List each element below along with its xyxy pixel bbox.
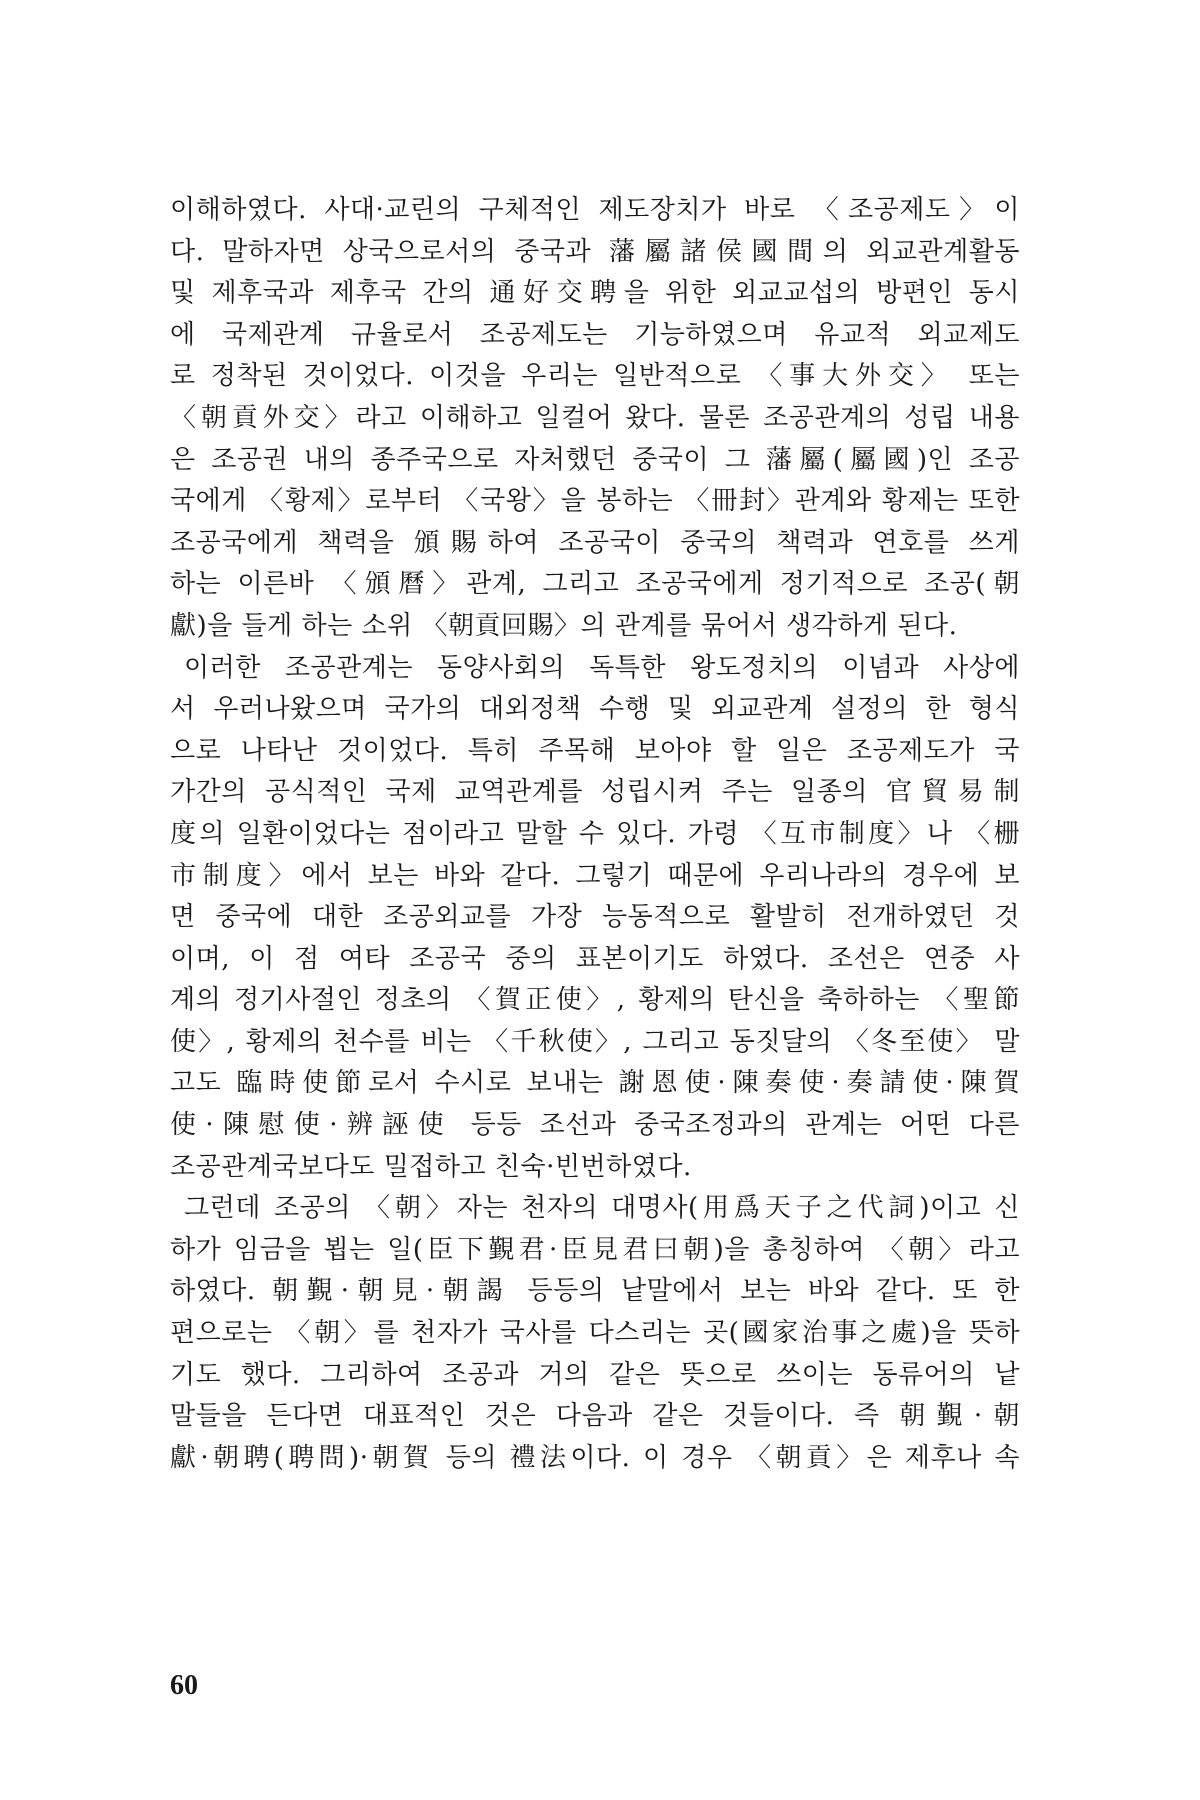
paragraph-2	[170, 648, 1020, 1189]
paragraph-3	[170, 1188, 1020, 1479]
text-line: 및 제후국과 제후국 간의 通好交聘을 위한 외교교섭의 방편인 동시	[170, 278, 1020, 309]
text-line: 말들을 든다면 대표적인 것은 다음과 같은 것들이다. 즉 朝覲·朝	[170, 1401, 1020, 1432]
text-line: 市制度〉에서 보는 바와 같다. 그렇기 때문에 우리나라의 경우에 보	[170, 860, 1020, 891]
text-line: 편으로는 〈朝〉를 천자가 국사를 다스리는 곳(國家治事之處)을 뜻하	[170, 1318, 1020, 1349]
text-line: 이해하였다. 사대·교린의 구체적인 제도장치가 바로 〈조공제도〉이	[170, 195, 1020, 225]
text-line: 獻)을 들게 하는 소위 〈朝貢回賜〉의 관계를 묶어서 생각하게 된다.	[170, 610, 958, 641]
text-line: 다. 말하자면 상국으로서의 중국과 藩屬諸侯國間의 외교관계활동	[170, 236, 1020, 267]
text-line: 獻·朝聘(聘問)·朝賀 등의 禮法이다. 이 경우 〈朝貢〉은 제후나 속	[170, 1442, 1020, 1473]
text-line: 에 국제관계 규율로서 조공제도는 기능하였으며 유교적 외교제도	[170, 319, 1020, 350]
text-line: 면 중국에 대한 조공외교를 가장 능동적으로 활발히 전개하였던 것	[170, 902, 1020, 933]
text-line: 使·陳慰使·辨誣使 등등 조선과 중국조정과의 관계는 어떤 다른	[170, 1110, 1020, 1141]
page-number: 60	[170, 1670, 198, 1701]
text-line: 가간의 공식적인 국제 교역관계를 성립시켜 주는 일종의 官貿易制	[170, 777, 1020, 808]
text-line: 조공관계국보다도 밀접하고 친숙·빈번하였다.	[170, 1151, 692, 1182]
text-line: 으로 나타난 것이었다. 특히 주목해 보아야 할 일은 조공제도가 국	[170, 735, 1020, 766]
text-line: 조공국에게 책력을 頒賜하여 조공국이 중국의 책력과 연호를 쓰게	[170, 527, 1020, 558]
text-line: 하였다. 朝覲·朝見·朝謁 등등의 낱말에서 보는 바와 같다. 또 한	[170, 1276, 1020, 1307]
text-line: 이러한 조공관계는 동양사회의 독특한 왕도정치의 이념과 사상에	[184, 652, 1020, 683]
text-line: 서 우러나왔으며 국가의 대외정책 수행 및 외교관계 설정의 한 형식	[170, 694, 1020, 725]
text-line: 하가 임금을 뵙는 일(臣下覲君·臣見君曰朝)을 총칭하여 〈朝〉라고	[170, 1234, 1020, 1265]
text-line: 기도 했다. 그리하여 조공과 거의 같은 뜻으로 쓰이는 동류어의 낱	[170, 1359, 1020, 1390]
text-line: 度의 일환이었다는 점이라고 말할 수 있다. 가령 〈互市制度〉나 〈栅	[170, 818, 1020, 849]
text-line: 계의 정기사절인 정초의 〈賀正使〉, 황제의 탄신을 축하하는 〈聖節	[170, 985, 1020, 1016]
text-line: 고도 臨時使節로서 수시로 보내는 謝恩使·陳奏使·奏請使·陳賀	[170, 1068, 1020, 1099]
text-line: 은 조공권 내의 종주국으로 자처했던 중국이 그 藩屬(屬國)인 조공	[170, 444, 1020, 475]
paragraph-1	[170, 190, 1020, 648]
text-line: 그런데 조공의 〈朝〉자는 천자의 대명사(用爲天子之代詞)이고 신	[184, 1193, 1020, 1224]
text-line: 이며, 이 점 여타 조공국 중의 표본이기도 하였다. 조선은 연중 사	[170, 943, 1020, 974]
text-line: 로 정착된 것이었다. 이것을 우리는 일반적으로 〈事大外交〉 또는	[170, 361, 1020, 392]
text-line: 국에게 〈황제〉로부터 〈국왕〉을 봉하는 〈冊封〉관계와 황제는 또한	[170, 486, 1020, 517]
text-line: 하는 이른바 〈頒曆〉관계, 그리고 조공국에게 정기적으로 조공(朝	[170, 569, 1020, 600]
document-body	[170, 190, 1020, 1479]
text-line: 〈朝貢外交〉라고 이해하고 일컬어 왔다. 물론 조공관계의 성립 내용	[170, 402, 1020, 433]
text-line: 使〉, 황제의 천수를 비는 〈千秋使〉, 그리고 동짓달의 〈冬至使〉 말	[170, 1026, 1020, 1057]
